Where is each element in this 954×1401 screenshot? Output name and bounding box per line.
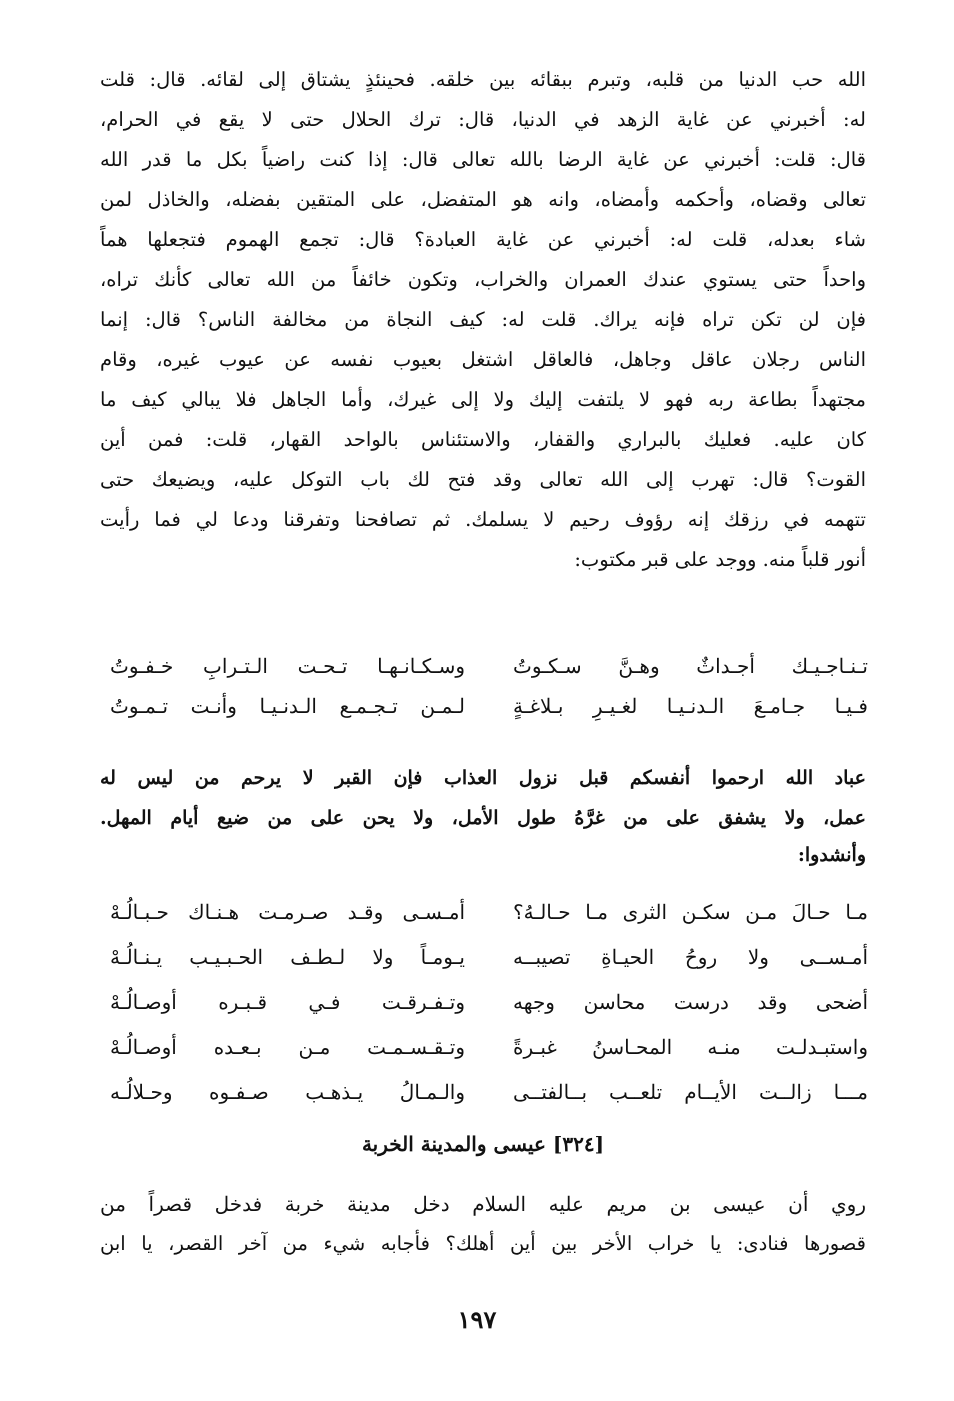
text-line: وأنشدوا: [797, 844, 866, 866]
text-line: تعالى وقضاه، وأحكمه وأمضاه، وانه هو المتفضل، على المتقين بفضله، والخاذل لمن [100, 188, 866, 211]
verse-first-hemistich: واستبـدلـت منـه المحـاسنُ غبـرةً [513, 1035, 868, 1059]
text-line: الله حب الدنيا من قلبه، وتبرم ببقائه بين خلقه. فحينئذٍ يشتاق إلى لقائه. قال: قلت [100, 68, 866, 91]
paragraph-story [100, 1184, 866, 1264]
text-line: له: أخبرني عن غاية الزهد في الدنيا، قال: ترك الحلال حتى لا يقع في الحرام، [100, 108, 866, 131]
paragraph-exhortation [100, 758, 866, 872]
text-line: أنور قلباً منه. ووجد على قبر مكتوب: [574, 548, 866, 571]
text-line: شاء بعدله، قلت له: أخبرني عن غاية العبادة؟ قال: تجمع الهموم فتجعلها هماً [100, 228, 866, 251]
section-heading: [٣٢٤] عيسى والمدينة الخربة [361, 1132, 605, 1156]
verse-first-hemistich: تـنـاجـيـك أجـداثٌ وهـنَّ سـكـوتُ [513, 654, 868, 678]
text-line: تتهمه في رزقك إنه رؤوف رحيم لا يسلمك. ثم تصافحنا وتفرقنا ودعا لي فما رأيت [100, 508, 866, 531]
poem-verse [100, 935, 868, 980]
verse-first-hemistich: مـــا زالــت الأيــام تلعــب بــالفتــى [513, 1080, 868, 1104]
verse-second-hemistich: لـمـن تـجـمـع الـدنـيـا وأنـت تـمـوتُ [110, 694, 465, 718]
text-line: عمل، ولا يشفق على من غرَّهُ طول الأمل، ولا يحن على من ضيع أيام المهل. [100, 807, 866, 829]
poem-elegy [100, 890, 868, 1115]
text-line: عباد الله ارحموا أنفسكم قبل نزول العذاب فإن القبر لا يرحم من ليس له [100, 767, 866, 789]
verse-second-hemistich: يـومـاً ولا لـطـف الحـبـيـب يـنـالُـهْ [110, 945, 465, 969]
poem-verse [100, 1070, 868, 1115]
text-line: القوت؟ قال: تهرب إلى الله تعالى وقد فتح لك باب التوكل عليه، ويضيعك حتى [100, 468, 866, 491]
verse-second-hemistich: وتـفـرقـت فـي قـبـره أوصـالُـهْ [110, 990, 465, 1014]
page-number: ١٩٧ [457, 1305, 497, 1334]
text-line: قصورها فنادى: يا خراب الأخر بين أين أهلك؟ فأجابه شيء من آخر القصر، يا ابن [100, 1232, 866, 1255]
verse-second-hemistich: والـمـالُ يـذهـب صـفـوه وحـلالُـه [110, 1080, 465, 1104]
text-line: قال: قلت: أخبرني عن غاية الرضا بالله تعالى قال: إذا كنت راضياً بكل ما قدر الله [100, 148, 866, 171]
poem-grave-inscription [100, 646, 868, 726]
text-line: واحداً حتى يستوي عندك العمران والخراب، وتكون خائفاً من الله تعالى كأنك تراه، [100, 268, 866, 291]
text-line: روي أن عيسى بن مريم عليه السلام دخل مدينة خربة فدخل قصراً من [100, 1192, 866, 1216]
poem-verse [100, 890, 868, 935]
verse-second-hemistich: أمـسـى وقـد صـرمـت هـنـاك حـبـالُـهْ [110, 900, 465, 924]
verse-second-hemistich: وتـقـسـمـت مـن بـعـده أوصـالُـهْ [110, 1035, 465, 1059]
poem-verse [100, 980, 868, 1025]
text-line: الناس رجلان عاقل وجاهل، فالعاقل اشتغل بعيوب نفسه عن عيوب غيره، وقام [100, 348, 866, 371]
text-line: مجتهداً بطاعة ربه فهو لا يلتفت إليك ولا إلى غيرك، وأما الجاهل فلا يبالي كيف ما [100, 388, 866, 411]
verse-first-hemistich: أضحى وقد درست محاسن وجهه [513, 990, 868, 1014]
poem-verse [100, 686, 868, 726]
text-line: كان عليه. فعليك بالبراري والقفار، والاستئناس بالواحد القهار، قلت: فمن أين [100, 428, 866, 451]
verse-first-hemistich: فـيـا جـامـعَ الـدنـيـا لغـيـرِ بـلاغـةٍ [513, 694, 868, 718]
paragraph-dialogue [100, 60, 866, 580]
verse-first-hemistich: أمـســى ولا روحُ الحيـاةِ تصيبــه [513, 945, 868, 969]
verse-second-hemistich: وسـكـانـهـا تـحـت الـتـرابِ خـفـوتُ [110, 654, 465, 678]
poem-verse [100, 646, 868, 686]
verse-first-hemistich: مـا حـالَ مـن سكـن الثرى مـا حـالـهُ؟ [513, 900, 868, 924]
poem-verse [100, 1025, 868, 1070]
text-line: فإن لن تكن تراه فإنه يراك. قلت له: كيف النجاة من مخالفة الناس؟ قال: إنما [100, 308, 866, 331]
